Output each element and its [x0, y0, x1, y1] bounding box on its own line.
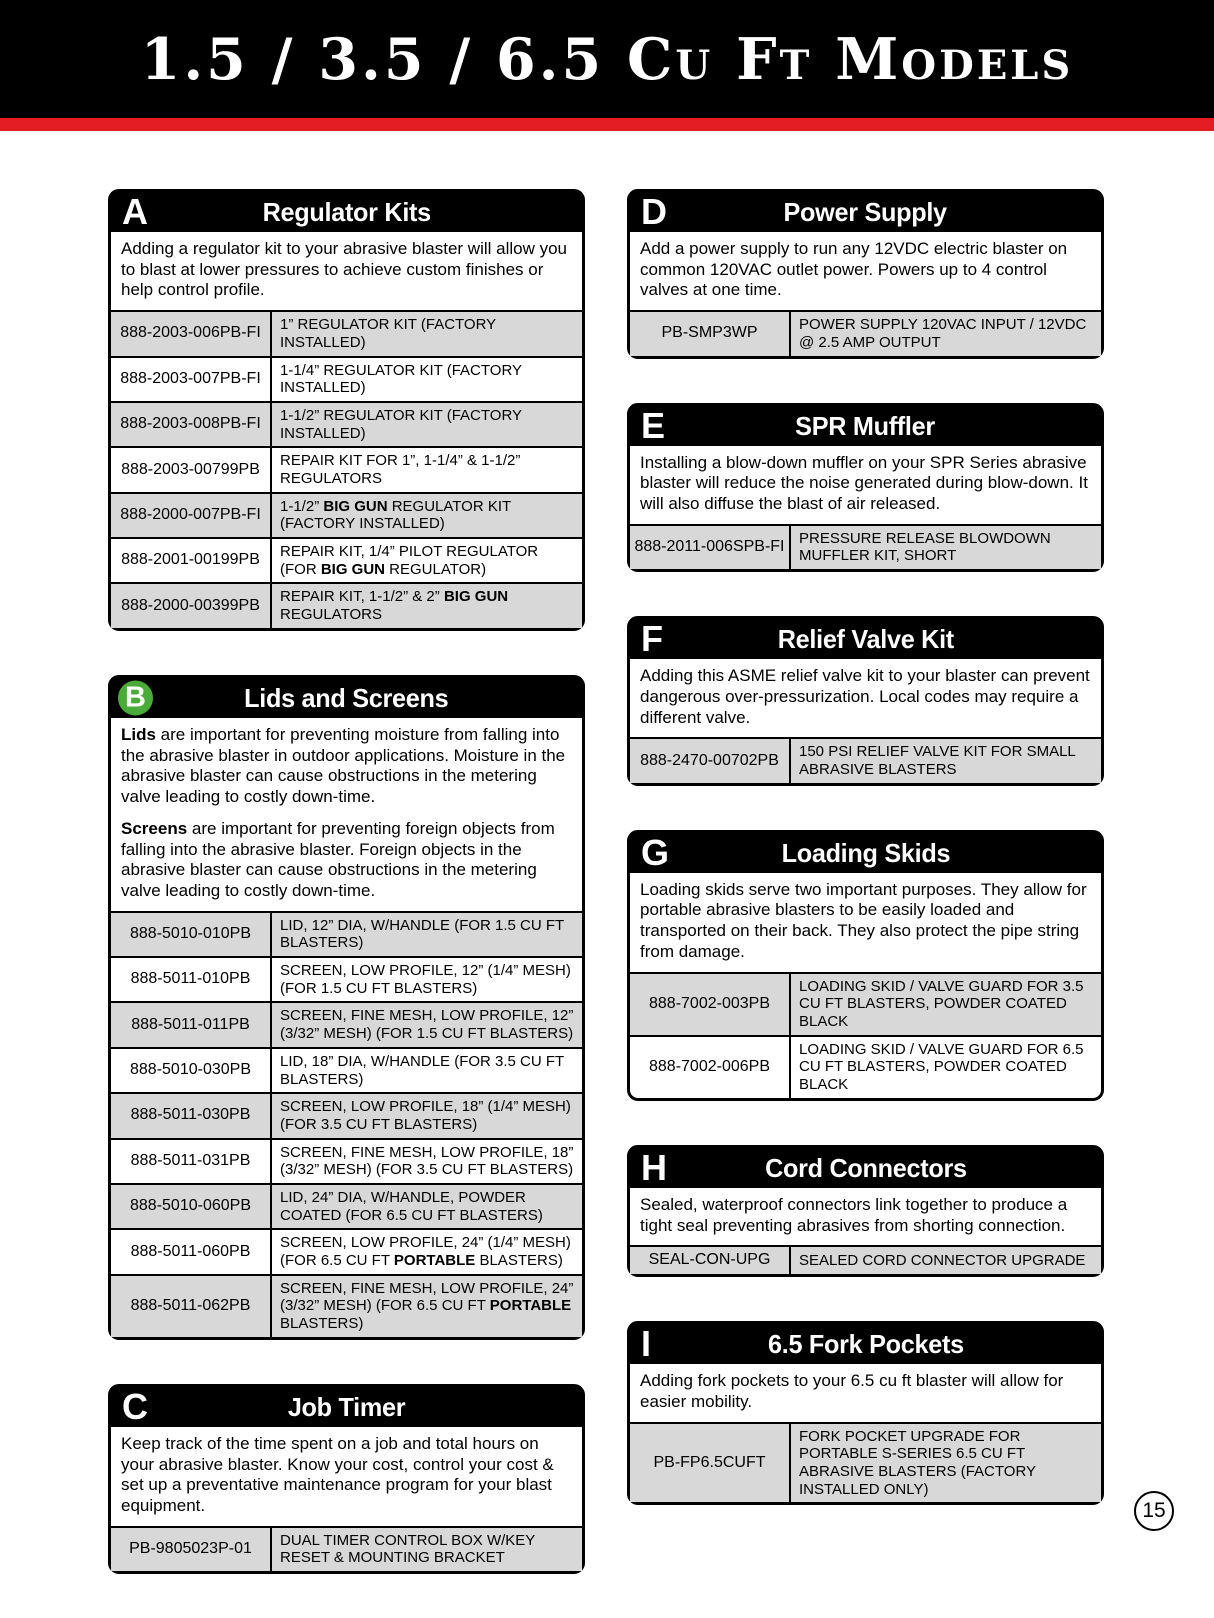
- part-number-cell: 888-5011-060PB: [111, 1229, 271, 1274]
- section-title: Loading Skids: [781, 837, 950, 868]
- page-banner: [0, 0, 1214, 118]
- part-number-cell: 888-5010-030PB: [111, 1048, 271, 1093]
- right-column: [627, 189, 1104, 1549]
- section-header: [111, 678, 582, 718]
- part-description-cell: SCREEN, FINE MESH, LOW PROFILE, 18” (3/32” MESH) (FOR 3.5 CU FT BLASTERS): [271, 1139, 582, 1184]
- part-number-cell: SEAL-CON-UPG: [630, 1246, 790, 1274]
- table-row: [111, 1527, 582, 1571]
- table-row: [111, 538, 582, 583]
- section-title: Cord Connectors: [764, 1152, 967, 1183]
- part-number-cell: PB-9805023P-01: [111, 1527, 271, 1571]
- section-header: [630, 1148, 1101, 1188]
- parts-table: [630, 972, 1101, 1098]
- part-description-cell: 1-1/2” BIG GUN REGULATOR KIT (FACTORY INSTALLED): [271, 493, 582, 538]
- section-description: [111, 1427, 582, 1526]
- part-description-cell: REPAIR KIT FOR 1”, 1-1/4” & 1-1/2” REGULATORS: [271, 447, 582, 492]
- section-title: Regulator Kits: [262, 197, 431, 227]
- section-title: Lids and Screens: [244, 682, 449, 713]
- part-number-cell: PB-SMP3WP: [630, 311, 790, 355]
- part-number-cell: 888-2003-007PB-FI: [111, 357, 271, 402]
- parts-table: [630, 1422, 1101, 1503]
- section-letter-badge: B: [118, 680, 153, 715]
- description-paragraph: Keep track of the time spent on a job and total hours on your abrasive blaster. Know your cost, control your cost & set up a preventative maintenance program for your blast equipment.: [121, 1433, 554, 1515]
- table-row: [111, 1093, 582, 1138]
- section-letter: C: [122, 1385, 148, 1427]
- part-description-cell: LID, 18” DIA, W/HANDLE (FOR 3.5 CU FT BLASTERS): [271, 1048, 582, 1093]
- parts-table: [111, 911, 582, 1337]
- section-title: Power Supply: [783, 197, 948, 227]
- part-description-cell: 1-1/4” REGULATOR KIT (FACTORY INSTALLED): [271, 357, 582, 402]
- part-description-cell: POWER SUPPLY 120VAC INPUT / 12VDC @ 2.5 AMP OUTPUT: [790, 311, 1101, 355]
- section-F: [627, 616, 1104, 786]
- part-number-cell: 888-5011-011PB: [111, 1002, 271, 1047]
- content-area: [0, 131, 1214, 1618]
- section-description: [630, 232, 1101, 310]
- part-description-cell: SCREEN, FINE MESH, LOW PROFILE, 24” (3/32” MESH) (FOR 6.5 CU FT PORTABLE BLASTERS): [271, 1275, 582, 1337]
- part-number-cell: 888-2011-006SPB-FI: [630, 525, 790, 569]
- parts-table: [630, 524, 1101, 569]
- part-number-cell: PB-FP6.5CUFT: [630, 1423, 790, 1503]
- part-description-cell: DUAL TIMER CONTROL BOX W/KEY RESET & MOUNTING BRACKET: [271, 1527, 582, 1571]
- part-description-cell: LID, 12” DIA, W/HANDLE (FOR 1.5 CU FT BLASTERS): [271, 912, 582, 957]
- part-description-cell: SEALED CORD CONNECTOR UPGRADE: [790, 1246, 1101, 1274]
- table-row: [111, 1275, 582, 1337]
- description-paragraph: Installing a blow-down muffler on your SPR Series abrasive blaster will reduce the noise generated during blow-down. It will also diffuse the blast of air released.: [640, 452, 1088, 514]
- part-description-cell: LOADING SKID / VALVE GUARD FOR 6.5 CU FT BLASTERS, POWDER COATED BLACK: [790, 1036, 1101, 1098]
- parts-table: [630, 737, 1101, 782]
- table-row: [111, 583, 582, 627]
- section-title: Job Timer: [287, 1391, 406, 1422]
- table-row: [111, 1229, 582, 1274]
- part-number-cell: 888-5010-060PB: [111, 1184, 271, 1229]
- section-letter: F: [641, 618, 663, 660]
- section-header: [630, 833, 1101, 873]
- part-description-cell: LOADING SKID / VALVE GUARD FOR 3.5 CU FT BLASTERS, POWDER COATED BLACK: [790, 973, 1101, 1036]
- section-description: [630, 873, 1101, 972]
- section-description: [111, 718, 582, 911]
- part-description-cell: SCREEN, LOW PROFILE, 12” (1/4” MESH) (FOR 1.5 CU FT BLASTERS): [271, 957, 582, 1002]
- part-description-cell: REPAIR KIT, 1/4” PILOT REGULATOR (FOR BIG GUN REGULATOR): [271, 538, 582, 583]
- section-C: [108, 1384, 585, 1574]
- part-number-cell: 888-2001-00199PB: [111, 538, 271, 583]
- part-description-cell: SCREEN, LOW PROFILE, 18” (1/4” MESH) (FOR 3.5 CU FT BLASTERS): [271, 1093, 582, 1138]
- part-description-cell: LID, 24” DIA, W/HANDLE, POWDER COATED (FOR 6.5 CU FT BLASTERS): [271, 1184, 582, 1229]
- part-description-cell: 1” REGULATOR KIT (FACTORY INSTALLED): [271, 311, 582, 356]
- parts-table: [630, 310, 1101, 355]
- part-number-cell: 888-5011-030PB: [111, 1093, 271, 1138]
- section-A: [108, 189, 585, 631]
- section-description: [111, 232, 582, 310]
- part-number-cell: 888-2003-006PB-FI: [111, 311, 271, 356]
- section-header: [111, 1387, 582, 1427]
- part-description-cell: PRESSURE RELEASE BLOWDOWN MUFFLER KIT, SHORT: [790, 525, 1101, 569]
- section-letter: D: [641, 191, 667, 232]
- description-paragraph: Adding this ASME relief valve kit to your blaster can prevent dangerous over-pressurization. Local codes may require a different valve.: [640, 666, 1090, 727]
- section-E: [627, 403, 1104, 573]
- part-number-cell: 888-2000-007PB-FI: [111, 493, 271, 538]
- part-number-cell: 888-7002-003PB: [630, 973, 790, 1036]
- table-row: [630, 1423, 1101, 1503]
- section-header: [630, 1324, 1101, 1364]
- table-row: [111, 957, 582, 1002]
- page-number: 15: [1142, 1499, 1166, 1522]
- description-paragraph: Adding fork pockets to your 6.5 cu ft blaster will allow for easier mobility.: [640, 1371, 1064, 1411]
- section-title: 6.5 Fork Pockets: [767, 1329, 964, 1360]
- section-G: [627, 830, 1104, 1101]
- table-row: [111, 912, 582, 957]
- table-row: [111, 447, 582, 492]
- section-letter: A: [122, 191, 148, 232]
- part-description-cell: 1-1/2” REGULATOR KIT (FACTORY INSTALLED): [271, 402, 582, 447]
- table-row: [111, 1139, 582, 1184]
- section-header: [630, 406, 1101, 446]
- section-B: [108, 675, 585, 1340]
- part-description-cell: SCREEN, LOW PROFILE, 24” (1/4” MESH) (FOR 6.5 CU FT PORTABLE BLASTERS): [271, 1229, 582, 1274]
- description-paragraph: Add a power supply to run any 12VDC electric blaster on common 120VAC outlet power. Powers up to 4 control valves at one time.: [640, 239, 1068, 300]
- section-header: [630, 619, 1101, 659]
- page-title: 1.5 / 3.5 / 6.5 Cu Ft Models: [140, 25, 1074, 93]
- section-description: [630, 659, 1101, 737]
- parts-table: [111, 1526, 582, 1571]
- section-title: SPR Muffler: [795, 410, 936, 441]
- part-number-cell: 888-5011-062PB: [111, 1275, 271, 1337]
- section-header: [630, 192, 1101, 232]
- section-description: [630, 446, 1101, 524]
- table-row: [111, 357, 582, 402]
- parts-table: [111, 310, 582, 628]
- parts-table: [630, 1245, 1101, 1274]
- part-description-cell: 150 PSI RELIEF VALVE KIT FOR SMALL ABRASIVE BLASTERS: [790, 738, 1101, 782]
- part-number-cell: 888-5011-031PB: [111, 1139, 271, 1184]
- table-row: [111, 311, 582, 356]
- table-row: [111, 402, 582, 447]
- table-row: [630, 1246, 1101, 1274]
- part-number-cell: 888-2003-008PB-FI: [111, 402, 271, 447]
- description-paragraph: Adding a regulator kit to your abrasive blaster will allow you to blast at lower pressures to achieve custom finishes or help control profile.: [121, 239, 568, 300]
- section-description: [630, 1188, 1101, 1245]
- part-description-cell: REPAIR KIT, 1-1/2” & 2” BIG GUN REGULATORS: [271, 583, 582, 627]
- section-I: [627, 1321, 1104, 1505]
- section-header: [111, 192, 582, 232]
- part-number-cell: 888-2000-00399PB: [111, 583, 271, 627]
- section-letter: I: [641, 1323, 652, 1365]
- part-number-cell: 888-2470-00702PB: [630, 738, 790, 782]
- section-letter: H: [641, 1146, 667, 1188]
- description-paragraph: Loading skids serve two important purposes. They allow for portable abrasive blasters to be easily loaded and transported on their back. They also protect the pipe string from damage.: [640, 879, 1087, 961]
- section-title: Relief Valve Kit: [777, 624, 954, 655]
- part-description-cell: SCREEN, FINE MESH, LOW PROFILE, 12” (3/32” MESH) (FOR 1.5 CU FT BLASTERS): [271, 1002, 582, 1047]
- table-row: [111, 1002, 582, 1047]
- accent-bar: [0, 118, 1214, 131]
- page-number-badge: [1134, 1491, 1174, 1531]
- table-row: [630, 973, 1101, 1036]
- section-H: [627, 1145, 1104, 1277]
- section-letter: G: [641, 831, 670, 873]
- table-row: [111, 1184, 582, 1229]
- table-row: [630, 525, 1101, 569]
- part-number-cell: 888-2003-00799PB: [111, 447, 271, 492]
- table-row: [630, 311, 1101, 355]
- description-paragraph: Screens are important for preventing foreign objects from falling into the abrasive blaster. Foreign objects in the abrasive blaster can cause obstructions in the metering valve leading to costly down-time.: [121, 818, 555, 900]
- description-paragraph: Sealed, waterproof connectors link together to produce a tight seal preventing abrasives from shorting connection.: [640, 1194, 1068, 1235]
- part-description-cell: FORK POCKET UPGRADE FOR PORTABLE S-SERIES 6.5 CU FT ABRASIVE BLASTERS (FACTORY INSTALLED ONLY): [790, 1423, 1101, 1503]
- section-D: [627, 189, 1104, 359]
- table-row: [111, 493, 582, 538]
- left-column: [108, 189, 585, 1618]
- section-description: [630, 1364, 1101, 1421]
- table-row: [111, 1048, 582, 1093]
- description-paragraph: Lids are important for preventing moisture from falling into the abrasive blaster in outdoor applications. Moisture in the abrasive blaster can cause obstructions in the metering valve leading to costly down-time.: [121, 724, 566, 807]
- table-row: [630, 738, 1101, 782]
- part-number-cell: 888-5010-010PB: [111, 912, 271, 957]
- section-letter: E: [641, 404, 666, 446]
- part-number-cell: 888-7002-006PB: [630, 1036, 790, 1098]
- table-row: [630, 1036, 1101, 1098]
- part-number-cell: 888-5011-010PB: [111, 957, 271, 1002]
